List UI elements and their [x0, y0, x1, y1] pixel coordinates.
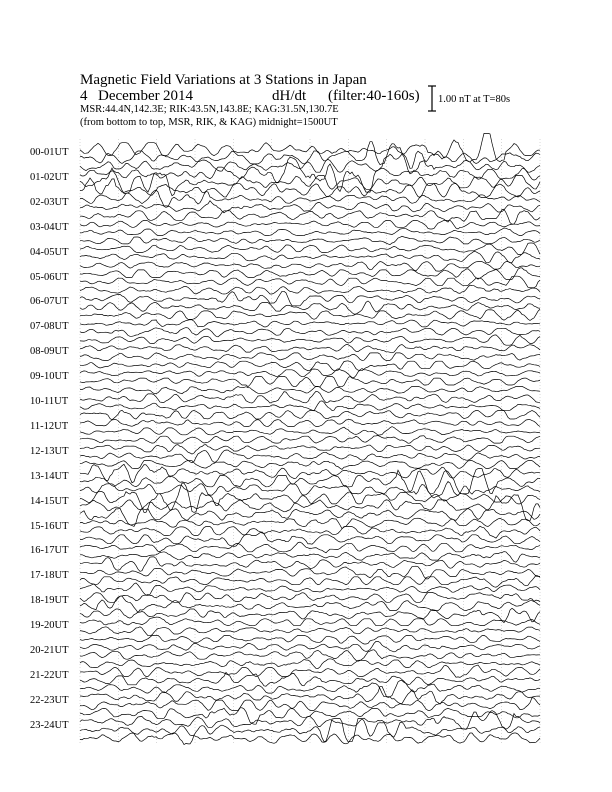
- row-label: 09-10UT: [30, 371, 69, 383]
- filter-label: (filter:40-160s): [328, 88, 420, 104]
- row-label: 03-04UT: [30, 221, 69, 233]
- trace-rik: [80, 526, 540, 538]
- trace-msr: [80, 386, 540, 393]
- row-label: 21-22UT: [30, 669, 69, 681]
- scale-bar: [428, 86, 436, 111]
- row-label: 23-24UT: [30, 719, 69, 731]
- trace-rik: [80, 353, 540, 361]
- date-month: December: [98, 88, 160, 104]
- trace-kag: [80, 592, 540, 602]
- row-label: 06-07UT: [30, 296, 69, 308]
- trace-rik: [80, 401, 540, 411]
- row-label: 20-21UT: [30, 645, 69, 656]
- chart-title: Magnetic Field Variations at 3 Stations in Japan: [80, 72, 367, 88]
- trace-kag: [80, 345, 540, 353]
- row-label: 19-20UT: [30, 620, 69, 632]
- station-order-note: (from bottom to top, MSR, RIK, & KAG) midnight=1500UT: [80, 117, 338, 128]
- row-label: 01-02UT: [30, 171, 69, 183]
- trace-kag: [80, 665, 540, 677]
- trace-kag: [80, 420, 540, 427]
- date-day: 4: [80, 88, 88, 104]
- row-label: 15-16UT: [30, 520, 69, 532]
- trace-kag: [80, 220, 540, 229]
- row-label: 10-11UT: [30, 396, 69, 407]
- trace-rik: [80, 698, 540, 711]
- trace-kag: [80, 711, 540, 730]
- row-label: 16-17UT: [30, 545, 69, 557]
- trace-msr: [80, 361, 540, 371]
- row-label: 00-01UT: [30, 147, 69, 158]
- quantity-label: dH/dt: [272, 88, 307, 104]
- row-label: 07-08UT: [30, 321, 69, 333]
- trace-kag: [80, 445, 540, 455]
- row-label: 22-23UT: [30, 694, 69, 706]
- scale-label: 1.00 nT at T=80s: [438, 94, 511, 105]
- date-year: 2014: [163, 88, 193, 104]
- row-label: 18-19UT: [30, 595, 69, 607]
- row-label: 17-18UT: [30, 570, 69, 582]
- row-label: 02-03UT: [30, 196, 69, 208]
- row-label: 13-14UT: [30, 470, 69, 482]
- row-label: 12-13UT: [30, 445, 69, 457]
- trace-msr: [80, 635, 540, 644]
- trace-msr: [80, 583, 540, 596]
- trace-kag: [80, 157, 540, 192]
- row-label: 11-12UT: [30, 420, 69, 432]
- row-label: 05-06UT: [30, 271, 69, 283]
- trace-kag: [80, 617, 540, 626]
- row-label: 08-09UT: [30, 346, 69, 358]
- row-label: 04-05UT: [30, 246, 69, 258]
- station-coordinates: MSR:44.4N,142.3E; RIK:43.5N,143.8E; KAG:31.5N,130.7E: [80, 104, 339, 115]
- row-label: 14-15UT: [30, 495, 69, 507]
- trace-msr: [80, 236, 540, 244]
